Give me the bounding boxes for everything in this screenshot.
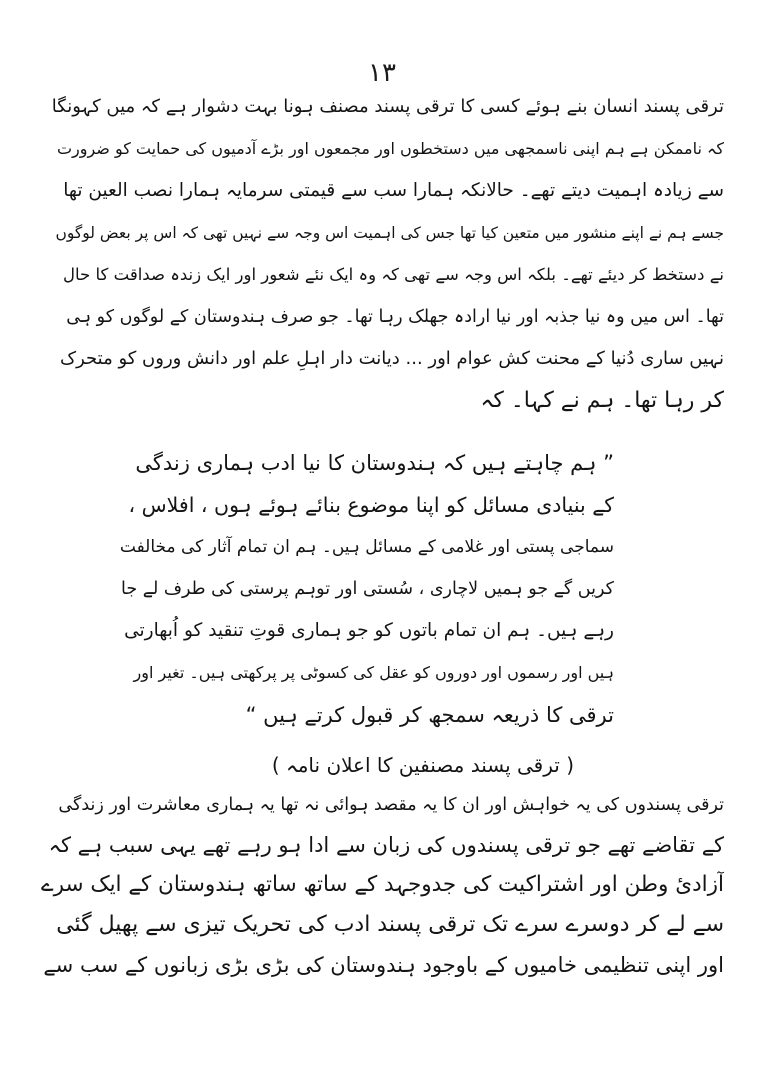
paragraph-line: سے لے کر دوسرے سرے تک ترقی پسند ادب کی تحریک تیزی سے پھیل گئی [56,912,724,937]
quote-line: ہیں اور رسموں اور دوروں کو عقل کی کسوٹی پر پرکھتی ہیں۔ تغیر اور [133,663,614,682]
paragraph-line: ترقی پسند انسان بنے ہوئے کسی کا ترقی پسند مصنف ہونا بہت دشوار ہے کہ میں کہونگا [51,96,724,117]
quote-line: ” ہم چاہتے ہیں کہ ہندوستان کا نیا ادب ہماری زندگی [135,451,614,475]
paragraph-line: تھا۔ اس میں وہ نیا جذبہ اور نیا ارادہ جھلک رہا تھا۔ جو صرف ہندوستان کے لوگوں کو ہی [66,307,724,327]
paragraph-line: ترقی پسندوں کی یہ خواہش اور ان کا یہ مقصد ہوائی نہ تھا یہ ہماری معاشرت اور زندگی [58,795,724,815]
paragraph-line: اور اپنی تنظیمی خامیوں کے باوجود ہندوستان کی بڑی بڑی زبانوں کے سب سے [43,953,724,977]
paragraph-line: جسے ہم نے اپنے منشور میں متعین کیا تھا جس کی اہمیت اس وجہ سے نہیں تھی کہ اس پر بعض لوگوں [55,224,724,242]
paragraph-line: کہ ناممکن ہے ہم اپنی ناسمجھی میں دستخطوں اور مجمعوں اور بڑے آدمیوں کی حمایت کو ضرورت [56,139,724,158]
paragraph-1 [48,92,724,432]
paragraph-line: کر رہا تھا۔ ہم نے کہا۔ کہ [480,388,724,413]
manifesto-quote [120,448,614,738]
paragraph-2 [40,790,724,990]
quote-line: ترقی کا ذریعہ سمجھ کر قبول کرتے ہیں “ [245,703,614,727]
quote-line: کے بنیادی مسائل کو اپنا موضوع بنائے ہوئے ہوں ، افلاس ، [128,493,614,517]
page-number: ۱۳ [368,58,396,88]
quote-source-caption: ( ترقی پسند مصنفین کا اعلان نامہ ) [271,753,574,777]
quote-line: رہے ہیں۔ ہم ان تمام باتوں کو جو ہماری قوتِ تنقید کو اُبھارتی [124,620,614,641]
paragraph-line: نہیں ساری دُنیا کے محنت کش عوام اور ... دیانت دار اہلِ علم اور دانش وروں کو متحرک [59,348,724,369]
quote-line: کریں گے جو ہمیں لاچاری ، سُستی اور توہم پرستی کی طرف لے جا [121,579,614,599]
quote-line: سماجی پستی اور غلامی کے مسائل ہیں۔ ہم ان تمام آثار کی مخالفت [120,537,614,557]
paragraph-line: سے زیادہ اہمیت دیتے تھے۔ حالانکہ ہمارا سب سے قیمتی سرمایہ ہمارا نصب العین تھا [63,180,724,201]
paragraph-line: آزادیٔ وطن اور اشتراکیت کی جدوجہد کے ساتھ ساتھ ہندوستان کے ایک سرے [41,872,724,897]
paragraph-line: نے دستخط کر دیئے تھے۔ بلکہ اس وجہ سے تھی کہ وہ ایک نئے شعور اور ایک زندہ صداقت کا حال [63,265,724,284]
paragraph-line: کے تقاضے تھے جو ترقی پسندوں کی زبان سے ادا ہو رہے تھے یہی سبب ہے کہ [48,833,724,857]
